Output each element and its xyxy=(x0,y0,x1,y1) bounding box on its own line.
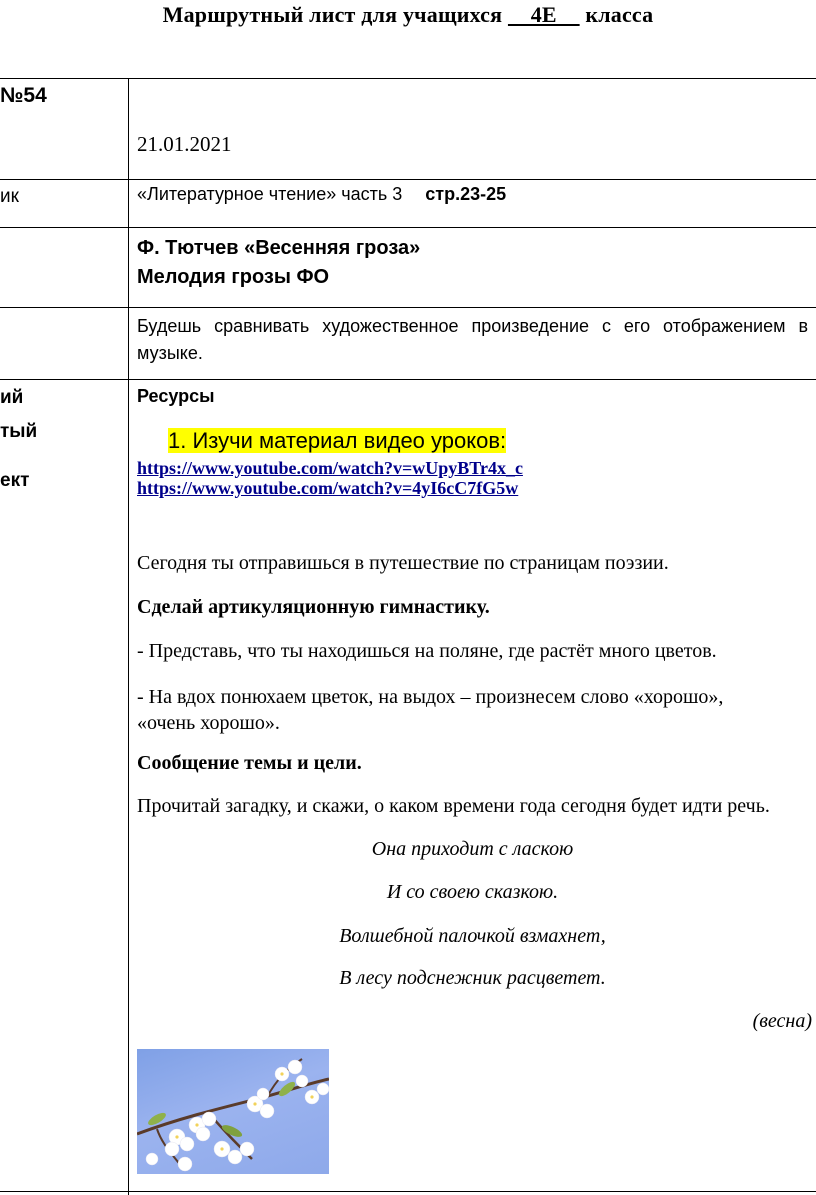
textbook-row xyxy=(137,184,808,205)
blossom-photo xyxy=(137,1049,329,1174)
title-prefix: Маршрутный лист для учащихся xyxy=(162,2,508,27)
paragraph-topic: Сообщение темы и цели. xyxy=(137,752,362,774)
row-divider xyxy=(0,179,816,180)
column-divider xyxy=(128,78,129,1195)
riddle-line-1: Она приходит с ласкою xyxy=(371,838,574,860)
lesson-goal: Будешь сравнивать художественное произведение с его отображением в музыке. xyxy=(137,316,808,363)
content-label-3: ект xyxy=(0,470,30,491)
breathing-line-2: «очень хорошо». xyxy=(137,712,280,734)
table-bottom-border xyxy=(0,1191,816,1192)
row-divider xyxy=(0,379,816,380)
paragraph-riddle-intro: Прочитай загадку, и скажи, о каком времени года сегодня будет идти речь. xyxy=(137,795,770,817)
topic-line-1: Ф. Тютчев «Весенняя гроза» xyxy=(137,237,421,259)
breathing-line-1: - На вдох понюхаем цветок, на выдох – произнесем слово «хорошо», xyxy=(137,686,724,708)
textbook-pages: стр.23-25 xyxy=(425,184,507,204)
textbook-name: «Литературное чтение» часть 3 xyxy=(137,184,403,204)
paragraph-imagine: - Представь, что ты находишься на поляне, где растёт много цветов. xyxy=(137,640,717,662)
lesson-number-label: №54 xyxy=(0,84,47,107)
resources-heading: Ресурсы xyxy=(137,386,215,406)
video-link-2[interactable]: https://www.youtube.com/watch?v=4yI6cC7fG5w xyxy=(137,478,519,498)
paragraph-gymnastics: Сделай артикуляционную гимнастику. xyxy=(137,596,490,618)
blossom-branch-illustration xyxy=(137,1049,329,1174)
lesson-topic xyxy=(137,234,808,292)
riddle-line-4: В лесу подснежник расцветет. xyxy=(339,967,606,989)
paragraph-intro: Сегодня ты отправишься в путешествие по страницам поэзии. xyxy=(137,552,669,574)
lesson-date: 21.01.2021 xyxy=(137,132,232,156)
table-top-border xyxy=(0,78,816,79)
video-links xyxy=(137,458,808,498)
video-task-text: 1. Изучи материал видео уроков: xyxy=(168,428,507,453)
row-divider xyxy=(0,307,816,308)
row-divider xyxy=(0,227,816,228)
riddle-answer: (весна) xyxy=(752,1010,812,1032)
content-label-1: ий xyxy=(0,387,24,408)
class-value: 4Е xyxy=(507,2,580,27)
riddle-line-2: И со своею сказкою. xyxy=(386,881,559,903)
video-task xyxy=(168,428,808,454)
video-link-1[interactable]: https://www.youtube.com/watch?v=wUpyBTr4x_c xyxy=(137,458,523,478)
paragraph-breathing xyxy=(137,684,808,736)
content-label-2: тый xyxy=(0,421,38,442)
topic-line-2: Мелодия грозы ФО xyxy=(137,266,330,288)
textbook-label: ик xyxy=(0,186,19,207)
riddle-line-3: Волшебной палочкой взмахнет, xyxy=(339,925,606,947)
title-suffix: класса xyxy=(585,2,654,27)
page-title xyxy=(0,2,816,28)
